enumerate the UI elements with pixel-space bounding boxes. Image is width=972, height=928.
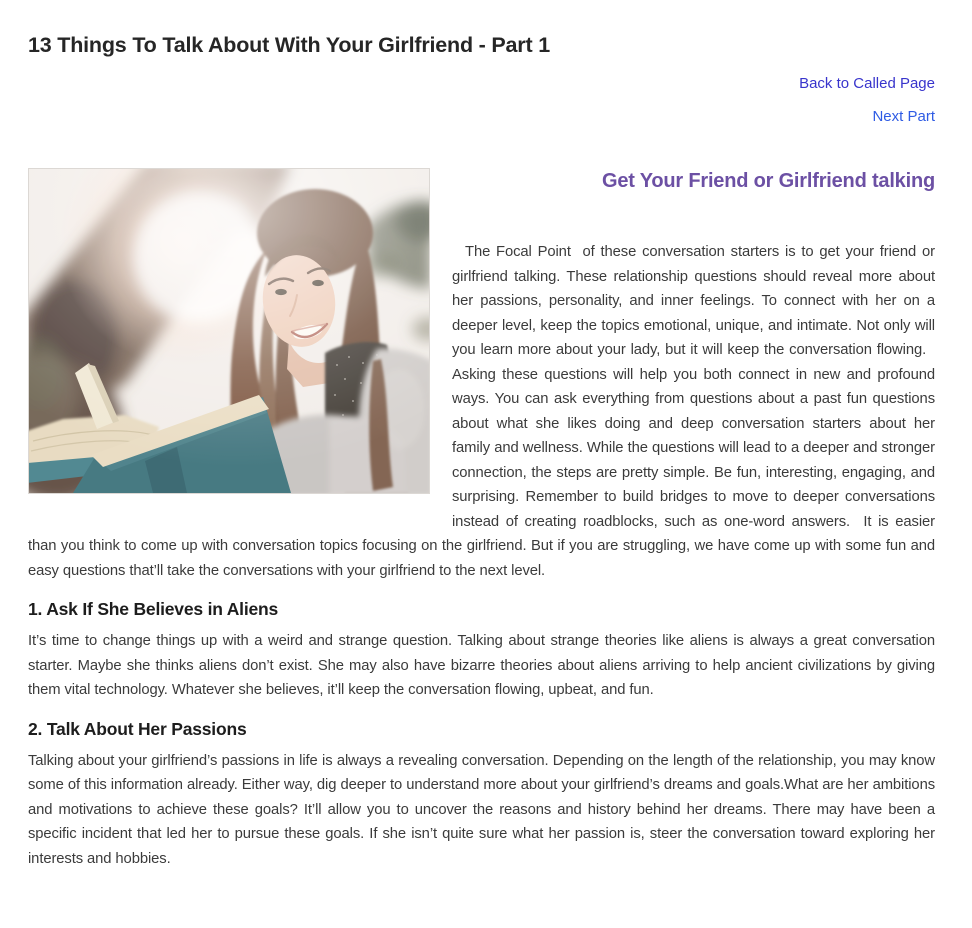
woman-reading-photo-graphic [29, 169, 429, 493]
section-aliens [28, 598, 935, 703]
page-title: 13 Things To Talk About With Your Girlfriend - Part 1 [28, 33, 550, 57]
back-to-called-page-link[interactable]: Back to Called Page [799, 75, 935, 92]
section-2-body: Talking about your girlfriend’s passions in life is always a revealing conversation. Depending on the length of the relationship, you may know some of this information already. Either way, dig deeper to understand more about your girlfriend’s dreams and goals.What are her ambitions and motivations to achieve these goals? It’ll allow you to uncover the reasons and history behind her dreams. There may have been a specific incident that led her to pursue these goals. If she isn’t quite sure what her passion is, steer the conversation toward exploring her interests and hobbies. [28, 752, 935, 867]
section-2-heading: 2. Talk About Her Passions [28, 718, 247, 739]
section-1-heading: 1. Ask If She Believes in Aliens [28, 599, 279, 619]
article-heading: Get Your Friend or Girlfriend talking [601, 170, 935, 192]
article-body [28, 168, 935, 871]
woman-reading-photo [28, 168, 430, 494]
section-1-body: It’s time to change things up with a weird and strange question. Talking about strange theories like aliens is always a great conversation starter. Maybe she thinks aliens don’t exist. She may also have bizarre theories about aliens arriving to help ancient civilizations by giving them vital technology. Whatever she believes, it’ll keep the conversation flowing, upbeat, and fun. [28, 633, 935, 698]
next-part-link[interactable]: Next Part [872, 108, 935, 125]
section-passions [28, 718, 935, 872]
intro-paragraph: The Focal Point of these conversation starters is to get your friend or girlfriend talking. These relationship questions should reveal more about her passions, personality, and inner feelings. To connect with her on a deeper level, keep the topics emotional, unique, and intimate. Not only will you learn more about your lady, but it will keep the conversation flowing. Asking these questions will help you both connect in new and profound ways. You can ask everything from questions about a past fun questions about what she likes doing and deep conversation starters about her family and wellness. While the questions will lead to a deeper and stronger connection, the steps are pretty simple. Be fun, interesting, engaging, and surprising. Remember to build bridges to move to deeper conversations instead of creating roadblocks, such as one-word answers. It is easier than you think to come up with conversation topics focusing on the girlfriend. But if you are struggling, we have come up with some fun and easy questions that’ll take the conversations with your girlfriend to the next level. [28, 244, 935, 579]
back-link-row [28, 74, 935, 93]
next-link-row [28, 107, 935, 126]
